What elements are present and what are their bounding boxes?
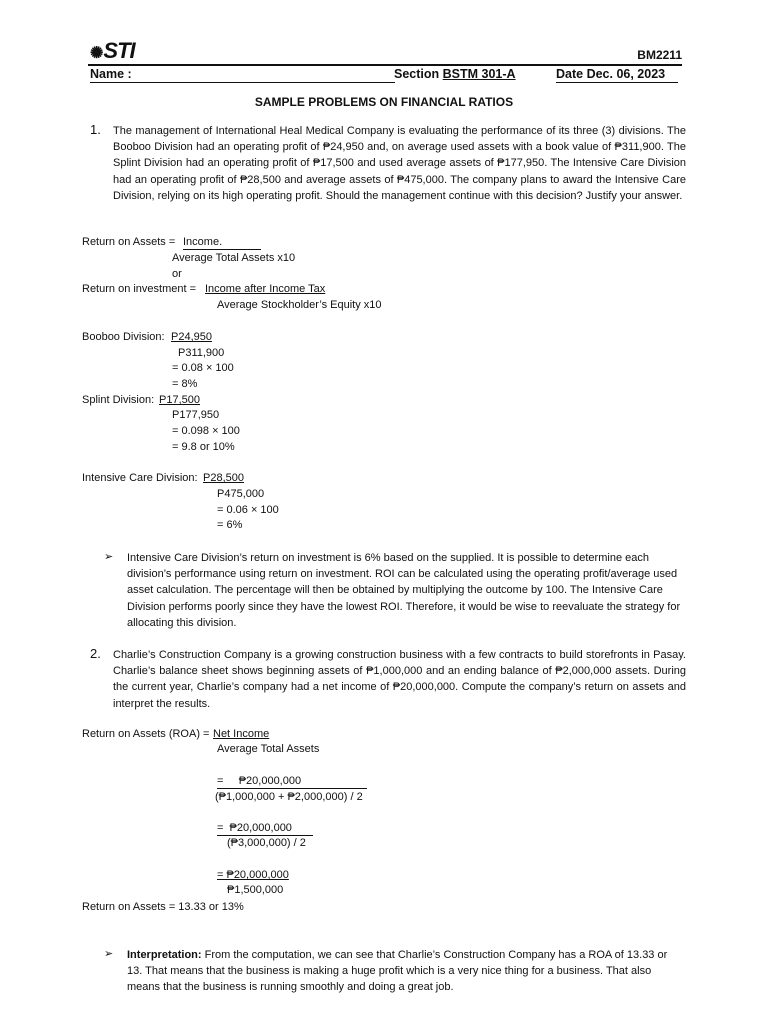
step1-numerator: = ₱20,000,000 [217, 775, 367, 789]
interpretation-label: Interpretation: [127, 949, 202, 961]
booboo-step: = 0.08 × 100 [172, 362, 234, 374]
roa2-formula-label: Return on Assets (ROA) = [82, 728, 210, 740]
interpretation-paragraph [127, 947, 685, 996]
splint-numerator: P17,500 [159, 394, 200, 406]
roa-formula-denominator: Average Total Assets x10 [172, 252, 296, 264]
step1-denominator: (₱1,000,000 + ₱2,000,000) / 2 [215, 791, 363, 803]
problem-1-number: 1. [90, 122, 101, 137]
name-underline [90, 82, 395, 83]
date-field: Date Dec. 06, 2023 [556, 67, 666, 81]
document-code: BM2211 [637, 48, 682, 62]
roa2-formula-denominator: Average Total Assets [217, 743, 320, 755]
logo-star-icon: ✺ [90, 45, 103, 62]
splint-denominator: P177,950 [172, 409, 220, 421]
section-field [394, 67, 516, 81]
roa-formula-label: Return on Assets = [82, 236, 176, 248]
header-divider [88, 64, 682, 66]
icd-numerator: P28,500 [203, 472, 244, 484]
problem-1-answer: Intensive Care Division’s return on investment is 6% based on the supplied. It is possible to determine each division’s performance using return on investment. ROI can be calculated using the operating profit/average used asset calculation. The percentage will then be obtained by multiplying the outcome by 100. The Intensive Care Division performs poorly since they have the lowest ROI. Therefore, it would be wise to reevaluate the strategy for allocating this division. [127, 552, 681, 629]
roi-formula-label: Return on investment = [82, 283, 197, 295]
formula-or: or [172, 268, 182, 280]
step3-numerator: = ₱20,000,000 [217, 869, 289, 881]
sti-logo [90, 38, 135, 64]
section-label: Section [394, 67, 440, 81]
problem-2-text: Charlie’s Construction Company is a growing construction business with a few contracts to build storefronts in Pasay. Charlie’s balance sheet shows beginning assets of ₱1,000,000 and an ending balance of ₱2,000,000 assets. During the current year, Charlie’s company had a net income of ₱20,000,000. Compute the company’s return on assets and interpret the results. [113, 649, 686, 710]
roi-formula-numerator: Income after Income Tax [205, 283, 326, 295]
icd-label: Intensive Care Division: [82, 472, 198, 484]
roa-result: Return on Assets = 13.33 or 13% [82, 901, 244, 913]
step3-denominator: ₱1,500,000 [227, 884, 284, 896]
bullet-arrow-icon: ➢ [104, 948, 114, 960]
roi-formula-denominator: Average Stockholder’s Equity x10 [217, 299, 382, 311]
date-underline [556, 82, 678, 83]
icd-result: = 6% [217, 519, 243, 531]
bullet-arrow-icon: ➢ [104, 551, 114, 563]
icd-step: = 0.06 × 100 [217, 504, 279, 516]
page-title: SAMPLE PROBLEMS ON FINANCIAL RATIOS [254, 95, 514, 109]
roa2-formula-numerator: Net Income [213, 728, 270, 740]
roa-formula-numerator: Income. [183, 236, 261, 250]
logo-text: STI [103, 38, 135, 63]
section-value: BSTM 301-A [442, 67, 516, 81]
problem-1-text: The management of International Heal Medical Company is evaluating the performance of its three (3) divisions. The Booboo Division had an operating profit of ₱24,950 and, on average used assets with a book value of ₱311,900. The Splint Division had an operating profit of ₱17,500 and used average assets of ₱177,950. The Intensive Care Division had an operating profit of ₱28,500 and average assets of ₱475,000. The company plans to award the Intensive Care Division, relying on its high operating profit. Should the management continue with this decision? Justify your answer. [113, 125, 686, 202]
interpretation-text: From the computation, we can see that Charlie’s Construction Company has a ROA of 13.33 or 13. That means that the business is making a huge profit which is a very nice thing for a business. That also means that the business is running smoothly and doing a great job. [127, 949, 668, 994]
booboo-result: = 8% [172, 378, 198, 390]
problem-2-number: 2. [90, 646, 101, 661]
icd-denominator: P475,000 [217, 488, 265, 500]
step2-denominator: (₱3,000,000) / 2 [227, 837, 306, 849]
booboo-denominator: P311,900 [178, 347, 225, 359]
booboo-numerator: P24,950 [171, 331, 212, 343]
splint-label: Splint Division: [82, 394, 155, 406]
splint-result: = 9.8 or 10% [172, 441, 235, 453]
step2-numerator: = ₱20,000,000 [217, 822, 313, 836]
booboo-label: Booboo Division: [82, 331, 165, 343]
splint-step: = 0.098 × 100 [172, 425, 240, 437]
name-label: Name : [90, 67, 132, 81]
